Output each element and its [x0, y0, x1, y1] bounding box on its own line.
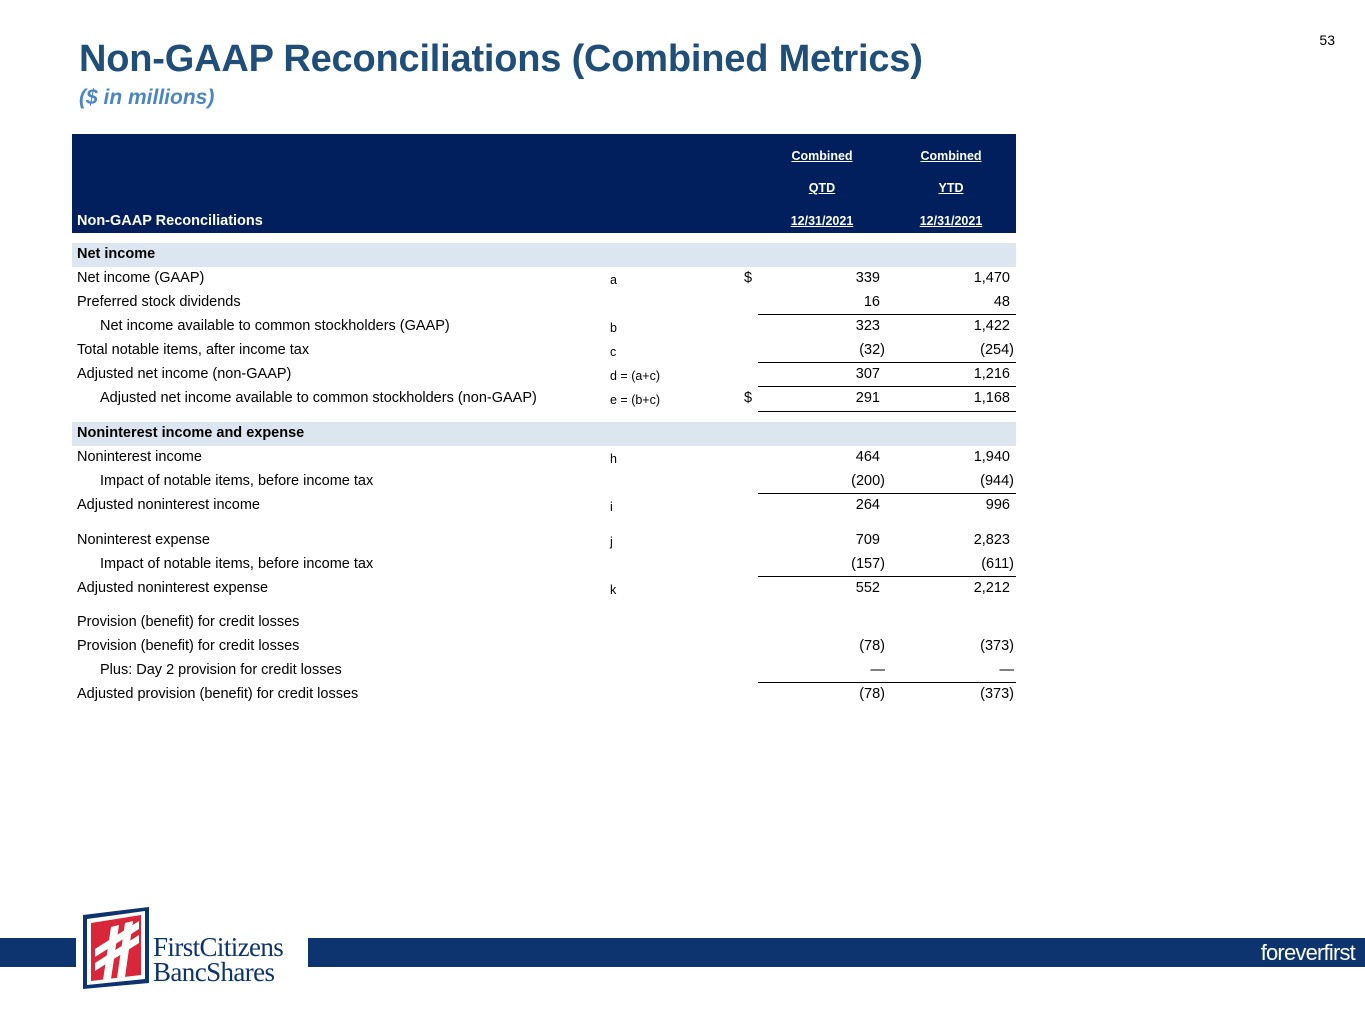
- cell-qtd: (32): [859, 342, 885, 358]
- cell-ytd: (373): [980, 686, 1014, 702]
- cell-qtd: 709: [855, 532, 880, 548]
- row-label: Adjusted provision (benefit) for credit losses: [77, 686, 359, 702]
- table-row: [72, 315, 1016, 339]
- row-label: Noninterest income: [77, 449, 202, 465]
- row-label: Provision (benefit) for credit losses: [77, 638, 300, 654]
- row-formula-key: d = (a+c): [610, 369, 661, 383]
- tagline: foreverfirst: [1260, 940, 1355, 965]
- page-subtitle: ($ in millions): [79, 86, 215, 109]
- cell-ytd: 1,216: [973, 366, 1010, 382]
- column-header-line: 12/31/2021: [790, 214, 854, 228]
- cell-ytd: 1,422: [973, 318, 1010, 334]
- currency-symbol: $: [744, 270, 753, 286]
- total-rule: [758, 493, 1016, 494]
- cell-qtd: 323: [855, 318, 880, 334]
- cell-ytd: 48: [993, 294, 1010, 310]
- cell-qtd: (157): [851, 556, 885, 572]
- logo-line1: FirstCitizens: [153, 932, 284, 962]
- row-label: Noninterest expense: [77, 532, 210, 548]
- row-label: Adjusted net income available to common stockholders (non-GAAP): [100, 390, 537, 406]
- table-row: [72, 529, 1016, 553]
- cell-ytd: (254): [980, 342, 1014, 358]
- company-logo: [76, 903, 308, 995]
- cell-ytd: 1,940: [973, 449, 1010, 465]
- row-formula-key: i: [610, 500, 613, 514]
- row-formula-key: a: [610, 273, 617, 287]
- page-title: Non-GAAP Reconciliations (Combined Metrics): [79, 38, 923, 80]
- cell-ytd: 1,168: [973, 390, 1010, 406]
- column-header-line: 12/31/2021: [919, 214, 983, 228]
- table-row: [72, 387, 1016, 411]
- table-row: [72, 683, 1016, 707]
- logo-line2: BancShares: [153, 957, 275, 987]
- table-row: [72, 446, 1016, 470]
- row-label: Net income (GAAP): [77, 270, 205, 286]
- column-header-line: Combined: [791, 149, 853, 163]
- column-header-line: QTD: [808, 181, 836, 195]
- table-row: [72, 291, 1016, 315]
- row-formula-key: c: [610, 345, 617, 359]
- table-row: [72, 470, 1016, 494]
- cell-ytd: 2,212: [973, 580, 1010, 596]
- cell-qtd: 552: [855, 580, 880, 596]
- header-label: Non-GAAP Reconciliations: [77, 213, 263, 229]
- section-header-row: [72, 243, 1016, 267]
- row-formula-key: h: [610, 452, 617, 466]
- currency-symbol: $: [744, 390, 753, 406]
- row-label: Adjusted net income (non-GAAP): [77, 366, 292, 382]
- row-label: Plus: Day 2 provision for credit losses: [100, 662, 342, 678]
- table-row: [72, 577, 1016, 601]
- total-rule: [758, 682, 1016, 683]
- cell-ytd: (373): [980, 638, 1014, 654]
- row-label: Impact of notable items, before income tax: [100, 473, 374, 489]
- cell-ytd: 2,823: [973, 532, 1010, 548]
- flag-logo-icon: [81, 905, 151, 991]
- total-rule: [758, 576, 1016, 577]
- cell-ytd: (611): [981, 556, 1014, 572]
- total-rule: [758, 314, 1016, 315]
- cell-qtd: (78): [859, 638, 885, 654]
- cell-qtd: 291: [855, 390, 880, 406]
- table-row: [72, 363, 1016, 387]
- table-row: [72, 659, 1016, 683]
- cell-qtd: 464: [855, 449, 880, 465]
- table-header: [72, 134, 1016, 233]
- row-formula-key: k: [610, 583, 617, 597]
- cell-qtd: (200): [851, 473, 885, 489]
- row-formula-key: e = (b+c): [610, 393, 661, 407]
- table-row: [72, 339, 1016, 363]
- table-row: [72, 267, 1016, 291]
- row-label: Preferred stock dividends: [77, 294, 241, 310]
- cell-qtd: 264: [855, 497, 880, 513]
- cell-ytd: 996: [985, 497, 1010, 513]
- cell-qtd: —: [870, 662, 885, 678]
- reconciliation-table: [72, 134, 1016, 702]
- row-formula-key: b: [610, 321, 617, 335]
- row-label: Net income: [77, 246, 156, 262]
- row-label: Total notable items, after income tax: [77, 342, 310, 358]
- row-label: Adjusted noninterest expense: [77, 580, 269, 596]
- row-label: Noninterest income and expense: [77, 425, 305, 441]
- cell-ytd: —: [999, 662, 1014, 678]
- table-row: [72, 494, 1016, 518]
- table-row: [72, 553, 1016, 577]
- row-formula-key: j: [610, 535, 613, 549]
- row-label: Adjusted noninterest income: [77, 497, 260, 513]
- cell-qtd: 339: [855, 270, 880, 286]
- row-label: Provision (benefit) for credit losses: [77, 614, 300, 630]
- table-row: [72, 635, 1016, 659]
- column-header-line: Combined: [920, 149, 982, 163]
- column-header-line: YTD: [938, 181, 964, 195]
- cell-ytd: (944): [980, 473, 1014, 489]
- cell-ytd: 1,470: [973, 270, 1010, 286]
- cell-qtd: (78): [859, 686, 885, 702]
- row-label: Net income available to common stockholders (GAAP): [100, 318, 450, 334]
- page-number: 53: [1319, 32, 1335, 48]
- table-row: [72, 611, 1016, 635]
- section-header-row: [72, 422, 1016, 446]
- total-rule: [758, 411, 1016, 412]
- total-rule: [758, 362, 1016, 363]
- cell-qtd: 16: [863, 294, 880, 310]
- cell-qtd: 307: [855, 366, 880, 382]
- total-rule: [758, 386, 1016, 387]
- row-label: Impact of notable items, before income tax: [100, 556, 374, 572]
